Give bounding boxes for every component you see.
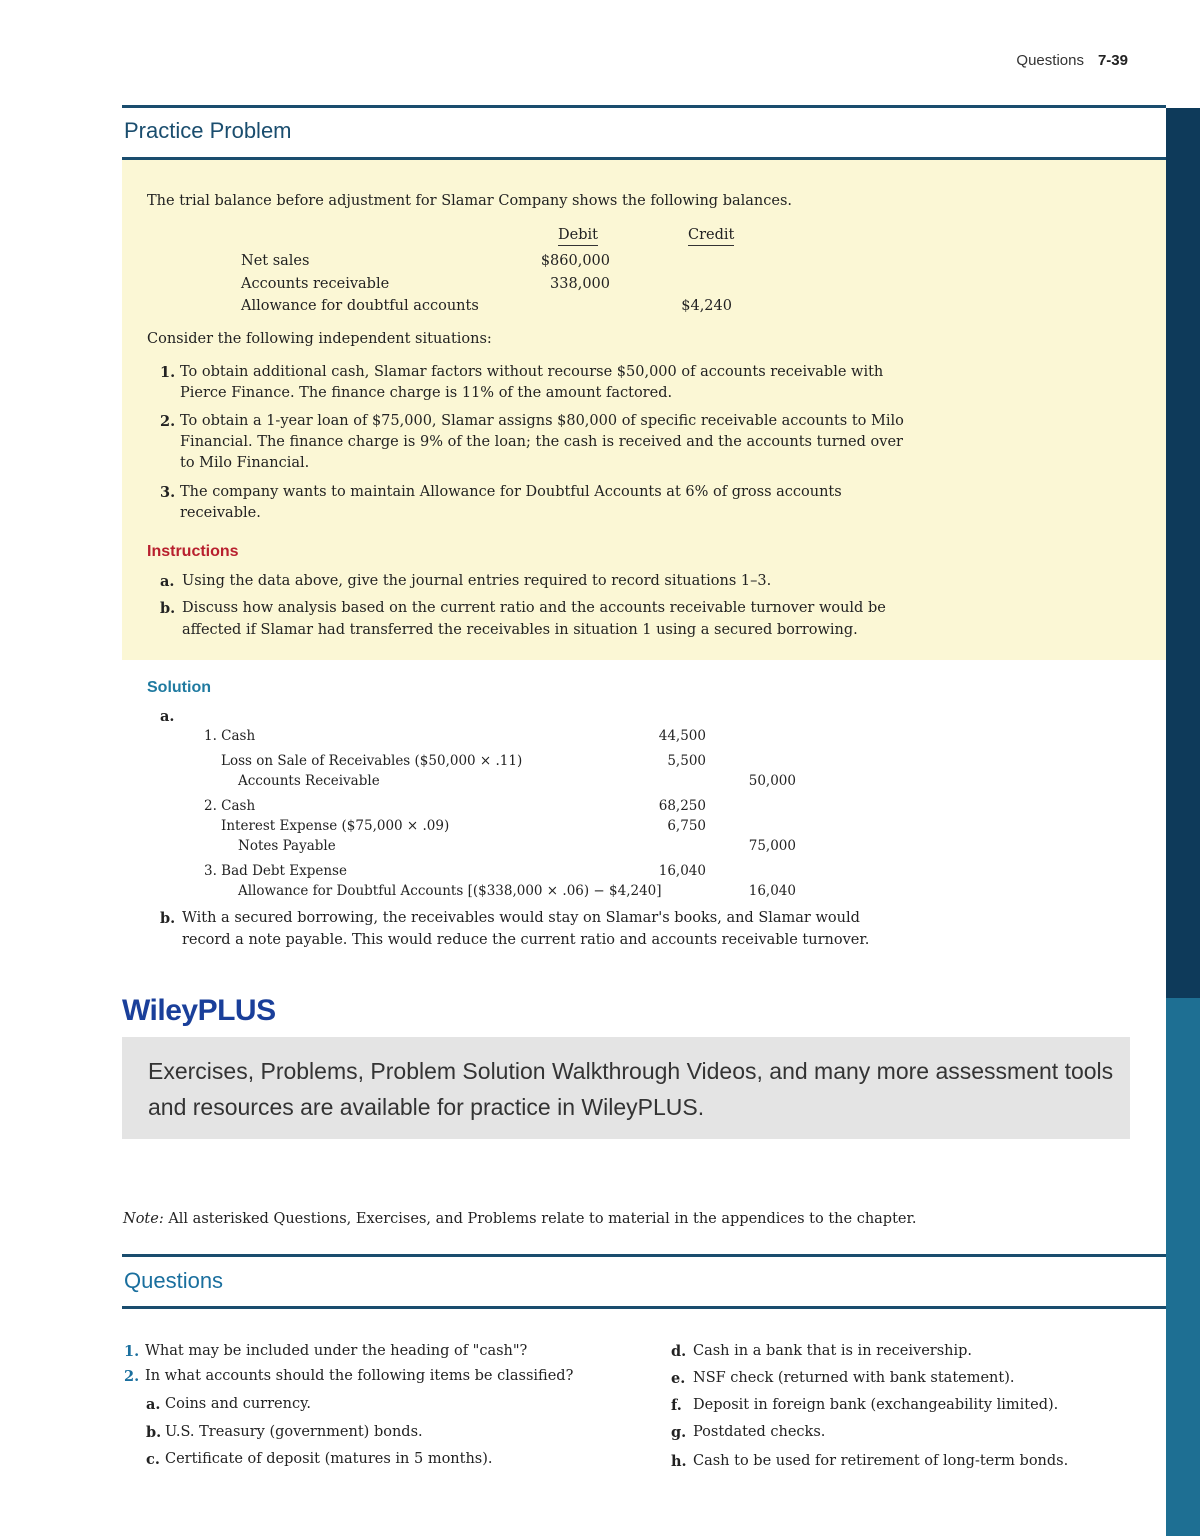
situation-line: receivable. bbox=[180, 505, 261, 521]
question-number: 2. bbox=[124, 1368, 140, 1385]
journal-entry-credit: 16,040 bbox=[748, 883, 796, 899]
journal-entry-text: 1. Cash bbox=[204, 728, 256, 744]
tb-row-debit: $860,000 bbox=[540, 253, 610, 269]
question-item-label: b. bbox=[146, 1424, 162, 1441]
instruction-label: b. bbox=[160, 600, 176, 617]
journal-entry-debit: 68,250 bbox=[658, 798, 706, 814]
instruction-line: Using the data above, give the journal entries required to record situations 1–3. bbox=[182, 573, 772, 589]
chapter-note bbox=[123, 1209, 916, 1230]
tb-row-account: Net sales bbox=[241, 253, 310, 269]
situation-line: The company wants to maintain Allowance for Doubtful Accounts at 6% of gross accounts bbox=[180, 484, 842, 500]
question-text: What may be included under the heading of "cash"? bbox=[145, 1343, 528, 1359]
situation-line: Financial. The finance charge is 9% of the loan; the cash is received and the accounts turned over bbox=[180, 434, 903, 450]
instruction-line: affected if Slamar had transferred the receivables in situation 1 using a secured borrowing. bbox=[182, 622, 858, 638]
question-item-text: Postdated checks. bbox=[693, 1424, 826, 1440]
note-label: Note: bbox=[123, 1211, 164, 1227]
journal-entry-credit: 75,000 bbox=[748, 838, 796, 854]
question-item-label: d. bbox=[671, 1343, 687, 1360]
journal-entry-text: Interest Expense ($75,000 × .09) bbox=[221, 818, 450, 834]
journal-entry-text: Allowance for Doubtful Accounts [($338,000 × .06) − $4,240] bbox=[238, 883, 662, 899]
col-credit-header: Credit bbox=[688, 227, 734, 246]
journal-entry-debit: 5,500 bbox=[667, 753, 706, 769]
consider-text: Consider the following independent situations: bbox=[147, 331, 492, 347]
question-item-text: Certificate of deposit (matures in 5 months). bbox=[165, 1451, 493, 1467]
situation-line: To obtain additional cash, Slamar factors without recourse $50,000 of accounts receivable with bbox=[180, 364, 884, 380]
tb-row-credit: $4,240 bbox=[681, 298, 732, 314]
instruction-line: Discuss how analysis based on the current ratio and the accounts receivable turnover would be bbox=[182, 600, 886, 616]
question-item-text: NSF check (returned with bank statement). bbox=[693, 1370, 1015, 1386]
solution-part-a-label: a. bbox=[160, 708, 175, 725]
question-item-label: c. bbox=[146, 1451, 160, 1468]
question-item-text: Coins and currency. bbox=[165, 1396, 311, 1412]
journal-entry-text: Notes Payable bbox=[238, 838, 336, 854]
wileyplus-logo: WileyPLUS bbox=[122, 994, 276, 1027]
questions-rule bbox=[122, 1306, 1166, 1309]
question-item-label: a. bbox=[146, 1396, 161, 1413]
practice-problem-title: Practice Problem bbox=[124, 118, 292, 143]
question-item-label: g. bbox=[671, 1424, 687, 1441]
situation-number: 3. bbox=[160, 484, 176, 501]
journal-entry-credit: 50,000 bbox=[748, 773, 796, 789]
header-section: Questions bbox=[1016, 52, 1084, 69]
question-item-text: Cash to be used for retirement of long-term bonds. bbox=[693, 1453, 1069, 1469]
journal-entry-debit: 6,750 bbox=[667, 818, 706, 834]
solution-part-b-label: b. bbox=[160, 910, 176, 927]
solution-heading: Solution bbox=[147, 679, 211, 696]
situation-number: 2. bbox=[160, 413, 176, 430]
wileyplus-callout-text: Exercises, Problems, Problem Solution Walkthrough Videos, and many more assessment tools and resources are available for practice in WileyPLUS. bbox=[148, 1058, 1114, 1120]
journal-entry-text: Accounts Receivable bbox=[238, 773, 380, 789]
instructions-heading: Instructions bbox=[147, 543, 239, 560]
solution-part-b-line: record a note payable. This would reduce the current ratio and accounts receivable turnover. bbox=[182, 932, 870, 948]
question-number: 1. bbox=[124, 1343, 140, 1360]
situation-number: 1. bbox=[160, 364, 176, 381]
journal-entry-text: 3. Bad Debt Expense bbox=[204, 863, 347, 879]
question-item-text: Cash in a bank that is in receivership. bbox=[693, 1343, 973, 1359]
questions-title: Questions bbox=[124, 1268, 224, 1293]
journal-entry-debit: 16,040 bbox=[658, 863, 706, 879]
journal-entry-debit: 44,500 bbox=[658, 728, 706, 744]
tb-row-debit: 338,000 bbox=[550, 276, 610, 292]
questions-top-rule bbox=[122, 1254, 1166, 1257]
side-tab-dark bbox=[1166, 108, 1200, 998]
situation-line: to Milo Financial. bbox=[180, 455, 310, 471]
question-item-text: Deposit in foreign bank (exchangeability limited). bbox=[693, 1397, 1059, 1413]
question-item-text: U.S. Treasury (government) bonds. bbox=[165, 1424, 423, 1440]
col-debit-header: Debit bbox=[558, 227, 598, 246]
running-header bbox=[1016, 52, 1128, 69]
situation-line: To obtain a 1-year loan of $75,000, Slamar assigns $80,000 of specific receivable accounts to Milo bbox=[180, 413, 904, 429]
journal-entry-text: Loss on Sale of Receivables ($50,000 × .11) bbox=[221, 753, 523, 769]
tb-row-account: Accounts receivable bbox=[241, 276, 390, 292]
page-number: 7-39 bbox=[1097, 52, 1128, 69]
question-text: In what accounts should the following items be classified? bbox=[145, 1368, 574, 1384]
note-text: All asterisked Questions, Exercises, and Problems relate to material in the appendices to the chapter. bbox=[168, 1211, 917, 1227]
solution-part-b-line: With a secured borrowing, the receivables would stay on Slamar's books, and Slamar would bbox=[182, 910, 860, 926]
tb-row-account: Allowance for doubtful accounts bbox=[241, 298, 479, 314]
practice-intro: The trial balance before adjustment for Slamar Company shows the following balances. bbox=[147, 193, 792, 209]
journal-entry-text: 2. Cash bbox=[204, 798, 256, 814]
side-tab-light bbox=[1166, 998, 1200, 1536]
situation-line: Pierce Finance. The finance charge is 11% of the amount factored. bbox=[180, 385, 673, 401]
instruction-label: a. bbox=[160, 573, 175, 590]
top-rule bbox=[122, 105, 1166, 108]
question-item-label: h. bbox=[671, 1453, 687, 1470]
question-item-label: e. bbox=[671, 1370, 686, 1387]
question-item-label: f. bbox=[671, 1397, 682, 1414]
